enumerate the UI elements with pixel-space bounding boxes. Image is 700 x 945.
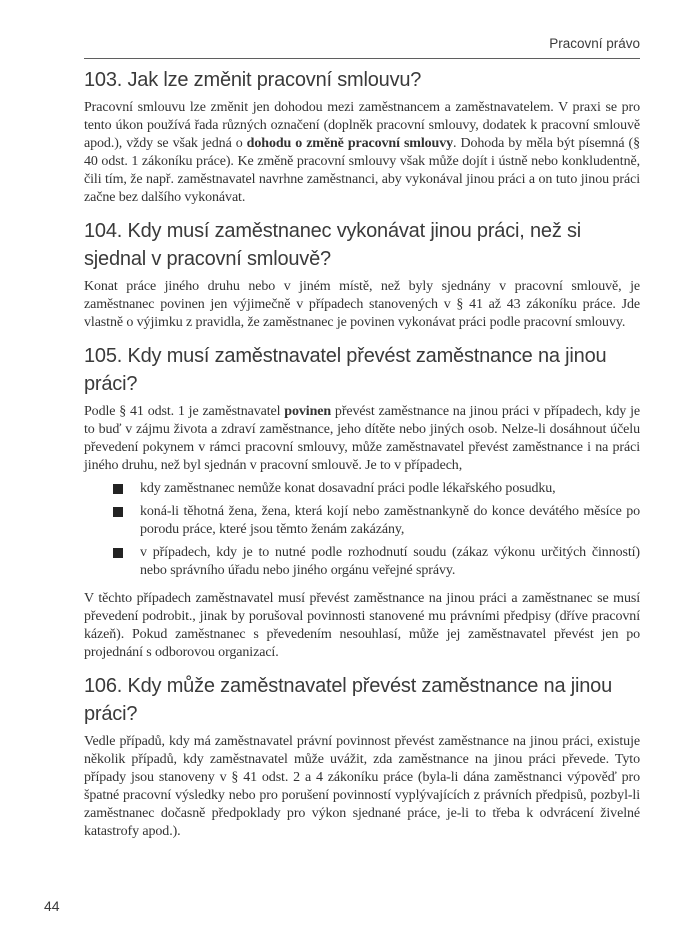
section-heading-106: 106. Kdy může zaměstnavatel převést zaměstnance na jinou práci? [84, 675, 612, 725]
section-104 [84, 217, 640, 332]
section-105 [84, 342, 640, 662]
paragraph-104: Konat práce jiného druhu nebo v jiném místě, než byly sjednány v pracovní smlouvě, je zaměstnanec povinen jen výjimečně v případech stanovených v § 41 až 43 zákoníku práce. Jde vlastně o výjimku z pravidla, že zaměstnanec je povinen vykonávat práci podle pracovní smlouvy. [84, 279, 640, 330]
square-bullet-icon [113, 484, 123, 494]
paragraph-105-intro: Podle § 41 odst. 1 je zaměstnavatel povinen převést zaměstnance na jinou práci v případech, kdy je to buď v zájmu života a zdraví zaměstnance, jeho dítěte nebo jiných osob. Nelze-li dosáhnout účelu převedení pokynem v rámci pracovní smlouvy, může zaměstnavatel převést zaměstnance i na práci jiného druhu, než byl sjednán v pracovní smlouvě. Je to v případech, [84, 404, 640, 473]
list-item-text: koná-li těhotná žena, žena, která kojí nebo zaměstnankyně do konce devátého měsíce po porodu práce, které jsou těmto ženám zakázány, [140, 504, 640, 537]
bullet-list [84, 480, 640, 580]
square-bullet-icon [113, 507, 123, 517]
list-item [84, 480, 640, 498]
paragraph-105-closing: V těchto případech zaměstnavatel musí převést zaměstnance na jinou práci a zaměstnanec se musí převedení podrobit., jinak by porušoval povinnosti stanovené mu právními předpisy (dříve pracovní kázeň). Pokud zaměstnanec s převedením nesouhlasí, může jej zaměstnavatel převést jen po projednání s odborovou organizací. [84, 591, 640, 660]
running-header: Pracovní právo [84, 36, 640, 59]
section-heading-104: 104. Kdy musí zaměstnanec vykonávat jinou práci, než si sjednal v pracovní smlouvě? [84, 220, 582, 270]
section-heading-103: 103. Jak lze změnit pracovní smlouvu? [84, 69, 422, 91]
section-heading-105: 105. Kdy musí zaměstnavatel převést zaměstnance na jinou práci? [84, 345, 607, 395]
paragraph-106: Vedle případů, kdy má zaměstnavatel právní povinnost převést zaměstnance na jinou práci, existuje několik případů, kdy zaměstnavatel může uvážit, zda zaměstnance na jinou práci převede. Tyto případy jsou stanoveny v § 41 odst. 2 a 4 zákoníku práce (byla-li dána zaměstnanci výpověď pro špatné pracovní výsledky nebo pro porušení povinností vyplývajících z právních předpisů, pozbyl-li zaměstnanec dočasně předpoklady pro výkon sjednané práce, je-li to třeba k odvrácení živelné katastrofy apod.). [84, 734, 640, 839]
list-item-text: kdy zaměstnanec nemůže konat dosavadní práci podle lékařského posudku, [140, 481, 556, 496]
square-bullet-icon [113, 548, 123, 558]
list-item [84, 544, 640, 580]
section-103 [84, 66, 640, 207]
paragraph-103: Pracovní smlouvu lze změnit jen dohodou mezi zaměstnancem a zaměstnavatelem. V praxi se pro tento úkon používá řada různých označení (doplněk pracovní smlouvy, dodatek k pracovní smlouvě apod.), vždy se však jedná o dohodu o změně pracovní smlouvy. Dohoda by měla být písemná (§ 40 odst. 1 zákoníku práce). Ke změně pracovní smlouvy však může dojít i ústně nebo konkludentně, čili tím, že např. zaměstnavatel navrhne zaměstnanci, aby vykonával jinou práci a on tuto jinou práci začne bez dalšího vykonávat. [84, 100, 641, 205]
list-item-text: v případech, kdy je to nutné podle rozhodnutí soudu (zákaz výkonu určitých činností) nebo správního úřadu nebo jiného orgánu veřejné správy. [140, 545, 640, 578]
page-number: 44 [44, 898, 60, 914]
section-106 [84, 672, 640, 841]
list-item [84, 503, 640, 539]
